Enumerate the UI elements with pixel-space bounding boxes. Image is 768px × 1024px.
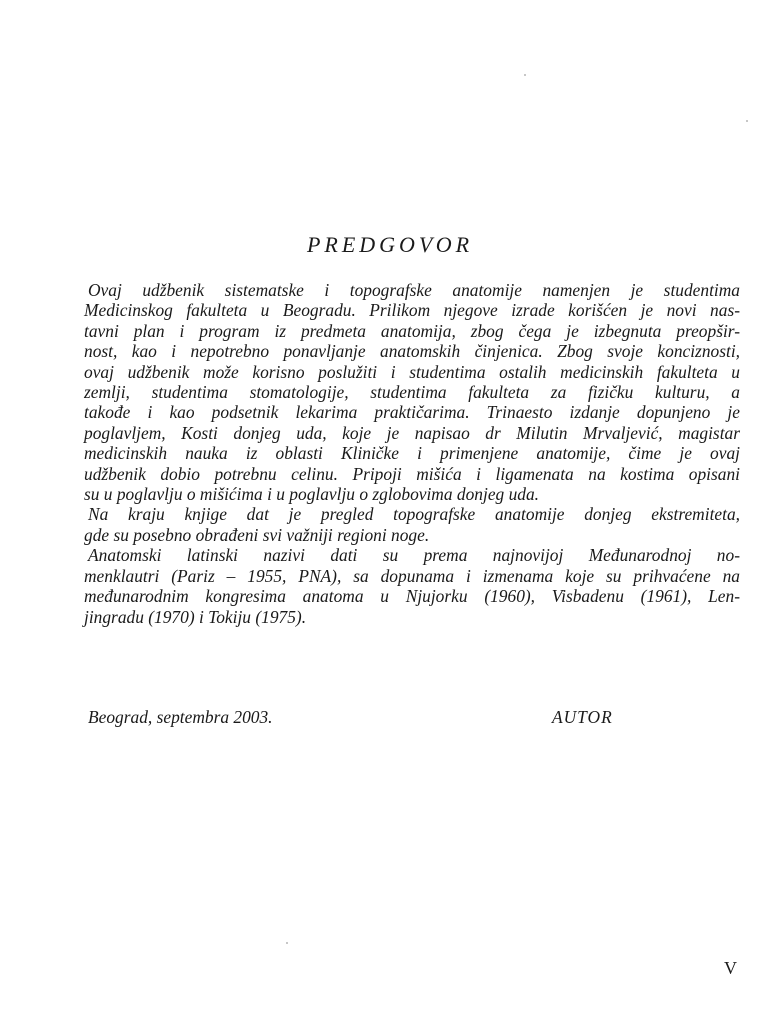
text-line: menklautri (Pariz – 1955, PNA), sa dopunama i izmenama koje su prihvaćene na [84, 565, 740, 586]
text-line: Na kraju knjige dat je pregled topografske anatomije donjeg ekstremiteta, [88, 504, 740, 525]
scan-speck [524, 74, 526, 76]
text-line: udžbenik dobio potrebnu celinu. Pripoji mišića i ligamenata na kostima opisani [84, 463, 740, 484]
author-signature: AUTOR [552, 707, 613, 727]
text-line: poglavljem, Kosti donjeg uda, koje je napisao dr Milutin Mrvaljević, magistar [84, 422, 740, 443]
text-line: Anatomski latinski nazivi dati su prema najnovijoj Međunarodnoj no- [88, 545, 740, 566]
text-line: takođe i kao podsetnik lekarima praktičarima. Trinaesto izdanje dopunjeno je [84, 402, 740, 423]
text-line: medicinskih nauka iz oblasti Kliničke i primenjene anatomije, čime je ovaj [84, 443, 740, 464]
preface-body [84, 280, 740, 627]
text-line: tavni plan i program iz predmeta anatomija, zbog čega je izbegnuta preopšir- [84, 320, 740, 341]
scan-speck [746, 120, 748, 122]
place-date: Beograd, septembra 2003. [88, 707, 273, 727]
paragraph-1 [84, 280, 740, 504]
text-line: su u poglavlju o mišićima i u poglavlju o zglobovima donjeg uda. [84, 484, 540, 505]
page-title: PREDGOVOR [306, 232, 474, 257]
text-line: Ovaj udžbenik sistematske i topografske anatomije namenjen je studentima [88, 280, 740, 300]
text-line: međunarodnim kongresima anatoma u Njujorku (1960), Visbadenu (1961), Len- [84, 586, 740, 607]
text-line: gde su posebno obrađeni svi važniji regioni noge. [84, 524, 430, 545]
text-line: zemlji, studentima stomatologije, studentima fakulteta za fizičku kulturu, a [84, 382, 740, 403]
paragraph-2 [84, 504, 740, 545]
text-line: jingradu (1970) i Tokiju (1975). [84, 606, 307, 627]
text-line: Medicinskog fakulteta u Beogradu. Prilikom njegove izrade korišćen je novi nas- [84, 300, 740, 321]
text-line: nost, kao i nepotrebno ponavljanje anatomskih činjenica. Zbog svoje konciznosti, [84, 341, 740, 362]
scan-speck [286, 942, 288, 944]
page-number: V [724, 958, 737, 978]
text-line: ovaj udžbenik može korisno poslužiti i studentima ostalih medicinskih fakulteta u [84, 361, 740, 382]
paragraph-3 [84, 545, 740, 627]
